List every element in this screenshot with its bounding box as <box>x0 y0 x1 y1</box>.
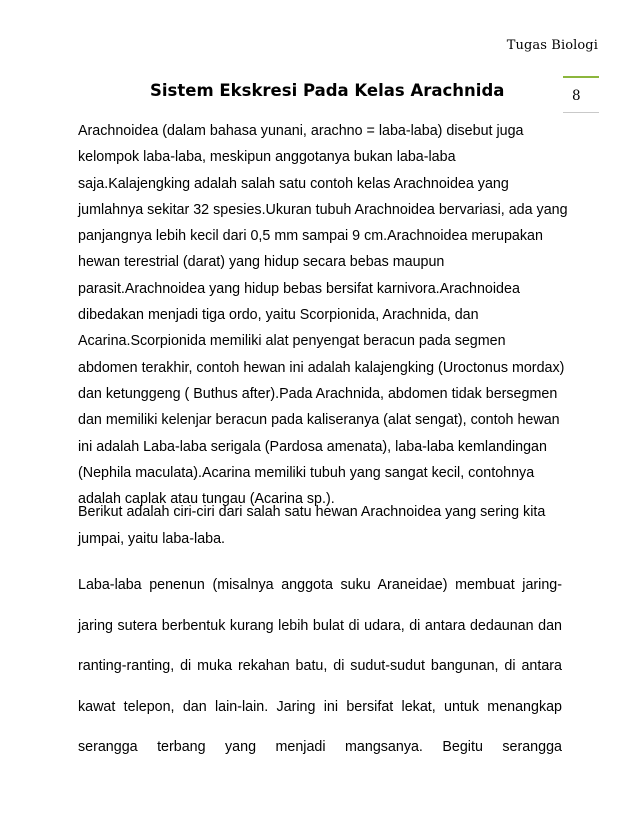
running-header: Tugas Biologi <box>506 38 598 53</box>
page-number-accent-rule <box>563 76 599 78</box>
paragraph-spider-intro: Berikut adalah ciri-ciri dari salah satu hewan Arachnoidea yang sering kita jumpai, yaitu laba-laba. <box>78 504 546 547</box>
page-title: Sistem Ekskresi Pada Kelas Arachnida <box>150 81 505 100</box>
page-number: 8 <box>572 88 581 104</box>
paragraph-arachnoidea-overview: Arachnoidea (dalam bahasa yunani, arachno = laba-laba) disebut juga kelompok laba-laba, meskipun anggotanya bukan laba-laba saja.Kalajengking adalah salah satu contoh kelas Arachnoidea yang jumlahnya sekitar 32 spesies.Ukuran tubuh Arachnoidea bervariasi, ada yang panjangnya lebih kecil dari 0,5 mm sampai 9 cm.Arachnoidea merupakan hewan terestrial (darat) yang hidup secara bebas maupun parasit.Arachnoidea yang hidup bebas bersifat karnivora.Arachnoidea dibedakan menjadi tiga ordo, yaitu Scorpionida, Arachnida, dan Acarina.Scorpionida memiliki alat penyengat beracun pada segmen abdomen terakhir, contoh hewan ini adalah kalajengking (Uroctonus mordax) dan ketunggeng ( Buthus after).Pada Arachnida, abdomen tidak bersegmen dan memiliki kelenjar beracun pada kaliseranya (alat sengat), contoh hewan ini adalah Laba-laba serigala (Pardosa amenata), laba-laba kemlandingan (Nephila maculata).Acarina memiliki tubuh yang sangat kecil, contohnya adalah caplak atau tungau (Acarina sp.). <box>78 123 568 508</box>
page-number-divider <box>563 112 599 113</box>
paragraph-weaver-spider: Laba-laba penenun (misalnya anggota suku Araneidae) membuat jaring-jaring sutera berbentuk kurang lebih bulat di udara, di antara dedaunan dan ranting-ranting, di muka rekahan batu, di sudut-sudut bangunan, di antara kawat telepon, dan lain-lain. Jaring ini bersifat lekat, untuk menangkap serangga terbang yang menjadi mangsanya. Begitu serangga <box>78 577 562 755</box>
